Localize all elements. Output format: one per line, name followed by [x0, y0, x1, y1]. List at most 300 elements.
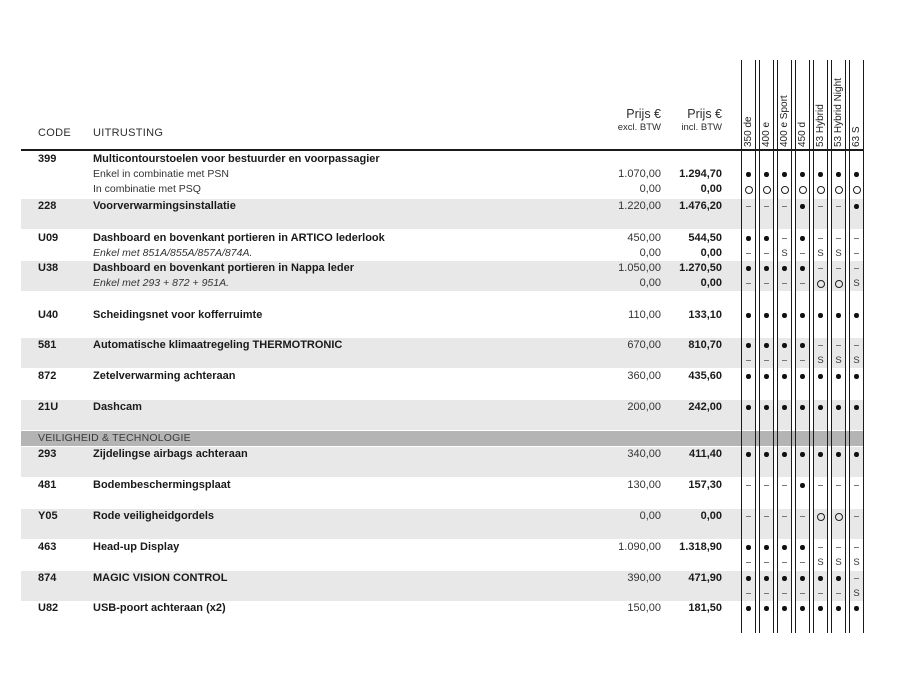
price-list-table: [21, 0, 864, 700]
dot-icon: [800, 606, 805, 611]
dash-icon: [800, 360, 805, 362]
price-excl-value: 150,00: [627, 602, 661, 614]
dot-icon: [782, 172, 787, 177]
ring-icon: [849, 182, 864, 197]
dot-icon: [759, 601, 774, 616]
table-row: [21, 338, 864, 368]
table-row: [21, 231, 864, 261]
dash-icon: [849, 540, 864, 555]
table-row-line: [21, 308, 864, 323]
dash-icon: [741, 276, 756, 291]
row-description: USB-poort achteraan (x2): [93, 602, 226, 614]
ring-icon: [799, 186, 807, 194]
price-excl-value: 670,00: [627, 339, 661, 351]
dash-icon: [759, 586, 774, 601]
dot-icon: [818, 172, 823, 177]
row-code: 874: [38, 572, 57, 584]
ring-icon: [831, 509, 846, 524]
dash-icon: [849, 261, 864, 276]
dash-icon: [795, 246, 810, 261]
dash-icon: [741, 586, 756, 601]
dash-icon: [759, 276, 774, 291]
table-row-line: [21, 231, 864, 246]
dot-icon: [795, 540, 810, 555]
dash-icon: [764, 253, 769, 255]
dot-icon: [795, 338, 810, 353]
dash-icon: [764, 206, 769, 208]
price-incl-value: 471,90: [688, 572, 722, 584]
model-column-header: 53 Hybrid: [815, 104, 826, 147]
s-marker: S: [817, 355, 824, 366]
dot-icon: [764, 606, 769, 611]
dot-icon: [854, 374, 859, 379]
dash-icon: [782, 485, 787, 487]
dot-icon: [795, 478, 810, 493]
dash-icon: [854, 268, 859, 270]
s-marker: S: [817, 557, 824, 568]
dot-icon: [782, 545, 787, 550]
price-incl-value: 0,00: [700, 277, 722, 289]
dot-icon: [741, 231, 756, 246]
dot-icon: [795, 447, 810, 462]
table-row-line: [21, 555, 864, 570]
dash-icon: [741, 509, 756, 524]
price-excl-title: Prijs €: [626, 107, 661, 121]
dash-icon: [854, 253, 859, 255]
row-code: 481: [38, 479, 57, 491]
row-description: Rode veiligheidgordels: [93, 510, 215, 522]
dot-icon: [777, 400, 792, 415]
price-incl-value: 411,40: [688, 448, 722, 460]
dash-icon: [849, 509, 864, 524]
dot-icon: [759, 261, 774, 276]
s-marker: [849, 276, 864, 291]
dot-icon: [759, 540, 774, 555]
dot-icon: [746, 452, 751, 457]
table-row: [21, 199, 864, 229]
dash-icon: [759, 246, 774, 261]
price-excl-value: 450,00: [627, 232, 661, 244]
ring-icon: [817, 280, 825, 288]
dot-icon: [800, 313, 805, 318]
row-code: U38: [38, 262, 59, 274]
dot-icon: [782, 374, 787, 379]
row-description: MAGIC VISION CONTROL: [93, 572, 228, 584]
dash-icon: [795, 509, 810, 524]
dash-icon: [818, 593, 823, 595]
dash-icon: [831, 540, 846, 555]
dash-icon: [777, 276, 792, 291]
price-incl-value: 544,50: [688, 232, 722, 244]
dot-icon: [818, 576, 823, 581]
table-row: [21, 571, 864, 601]
ring-icon: [835, 513, 843, 521]
dot-icon: [795, 400, 810, 415]
dash-icon: [746, 253, 751, 255]
row-description: Enkel met 293 + 872 + 951A.: [93, 277, 230, 289]
dash-icon: [741, 353, 756, 368]
price-incl-value: 435,60: [688, 370, 722, 382]
dash-icon: [813, 540, 828, 555]
dash-icon: [759, 555, 774, 570]
dash-icon: [795, 276, 810, 291]
row-code: Y05: [38, 510, 58, 522]
dot-icon: [782, 405, 787, 410]
dash-icon: [831, 199, 846, 214]
dash-icon: [813, 199, 828, 214]
dot-icon: [759, 167, 774, 182]
table-row-line: [21, 509, 864, 524]
dot-icon: [813, 308, 828, 323]
dot-icon: [854, 606, 859, 611]
dot-icon: [759, 338, 774, 353]
table-row: [21, 447, 864, 477]
s-marker: S: [853, 355, 860, 366]
dot-icon: [764, 266, 769, 271]
dot-icon: [813, 571, 828, 586]
dot-icon: [777, 447, 792, 462]
dot-icon: [764, 576, 769, 581]
dash-icon: [782, 516, 787, 518]
dot-icon: [759, 308, 774, 323]
dot-icon: [759, 400, 774, 415]
dot-icon: [741, 571, 756, 586]
price-incl-value: 242,00: [688, 401, 722, 413]
price-excl-value: 360,00: [627, 370, 661, 382]
dash-icon: [795, 586, 810, 601]
dot-icon: [777, 540, 792, 555]
s-marker: S: [853, 557, 860, 568]
table-row: [21, 601, 864, 631]
dash-icon: [746, 516, 751, 518]
s-marker: [831, 353, 846, 368]
dot-icon: [782, 313, 787, 318]
row-description: Voorverwarmingsinstallatie: [93, 200, 236, 212]
table-row-line: [21, 182, 864, 197]
dash-icon: [849, 231, 864, 246]
dash-icon: [836, 206, 841, 208]
price-incl-value: 1.476,20: [679, 200, 722, 212]
price-excl-value: 0,00: [639, 183, 661, 195]
ring-icon: [759, 182, 774, 197]
price-excl-value: 0,00: [639, 277, 661, 289]
dot-icon: [818, 606, 823, 611]
dash-icon: [813, 338, 828, 353]
row-description: Head-up Display: [93, 541, 180, 553]
row-description: Zetelverwarming achteraan: [93, 370, 236, 382]
dot-icon: [849, 308, 864, 323]
dash-icon: [800, 593, 805, 595]
table-row: [21, 540, 864, 570]
dot-icon: [795, 231, 810, 246]
dot-icon: [741, 400, 756, 415]
dot-icon: [764, 545, 769, 550]
dot-icon: [777, 261, 792, 276]
row-code: U40: [38, 309, 59, 321]
dot-icon: [836, 313, 841, 318]
row-description: Dashboard en bovenkant portieren in Nappa leder: [93, 262, 354, 274]
dot-icon: [800, 483, 805, 488]
table-row-line: [21, 261, 864, 276]
dot-icon: [764, 313, 769, 318]
dot-icon: [777, 167, 792, 182]
dot-icon: [849, 199, 864, 214]
dash-icon: [813, 231, 828, 246]
row-code: 21U: [38, 401, 59, 413]
dot-icon: [746, 313, 751, 318]
dot-icon: [782, 606, 787, 611]
s-marker: S: [853, 588, 860, 599]
row-description: Bodembeschermingsplaat: [93, 479, 231, 491]
table-row: [21, 400, 864, 430]
dot-icon: [800, 204, 805, 209]
dash-icon: [795, 353, 810, 368]
dash-icon: [849, 338, 864, 353]
dash-icon: [746, 485, 751, 487]
dot-icon: [818, 374, 823, 379]
dot-icon: [849, 400, 864, 415]
table-row: [21, 261, 864, 291]
s-marker: [831, 246, 846, 261]
dot-icon: [854, 313, 859, 318]
dot-icon: [764, 236, 769, 241]
dot-icon: [795, 167, 810, 182]
dot-icon: [795, 308, 810, 323]
s-marker: [813, 353, 828, 368]
table-row-line: [21, 586, 864, 601]
header-rule-line: [21, 149, 864, 151]
model-column-header: 63 S: [851, 126, 862, 147]
ring-icon: [813, 509, 828, 524]
table-row-line: [21, 276, 864, 291]
dash-icon: [854, 516, 859, 518]
dot-icon: [836, 452, 841, 457]
row-description: Scheidingsnet voor kofferruimte: [93, 309, 263, 321]
dash-icon: [777, 509, 792, 524]
dot-icon: [777, 338, 792, 353]
s-marker: [777, 246, 792, 261]
dash-icon: [849, 246, 864, 261]
price-incl-value: 810,70: [688, 339, 722, 351]
ring-icon: [817, 513, 825, 521]
dot-icon: [831, 571, 846, 586]
dash-icon: [782, 562, 787, 564]
price-incl-title: Prijs €: [687, 107, 722, 121]
dot-icon: [741, 308, 756, 323]
dot-icon: [831, 601, 846, 616]
dot-icon: [800, 172, 805, 177]
dot-icon: [836, 576, 841, 581]
ring-icon: [835, 186, 843, 194]
dash-icon: [782, 206, 787, 208]
price-incl-value: 1.294,70: [679, 168, 722, 180]
dot-icon: [759, 571, 774, 586]
dot-icon: [777, 308, 792, 323]
dash-icon: [764, 593, 769, 595]
table-row-line: [21, 400, 864, 415]
dot-icon: [746, 172, 751, 177]
dash-icon: [746, 206, 751, 208]
dot-icon: [746, 545, 751, 550]
price-excl-value: 0,00: [639, 510, 661, 522]
price-incl-value: 1.270,50: [679, 262, 722, 274]
dot-icon: [741, 369, 756, 384]
price-excl-value: 110,00: [628, 309, 661, 321]
dash-icon: [818, 268, 823, 270]
dash-icon: [831, 338, 846, 353]
dot-icon: [818, 452, 823, 457]
dot-icon: [854, 204, 859, 209]
row-description: Multicontourstoelen voor bestuurder en voorpassagier: [93, 153, 380, 165]
dot-icon: [782, 576, 787, 581]
table-row-line: [21, 199, 864, 214]
dot-icon: [800, 576, 805, 581]
row-description: Dashcam: [93, 401, 142, 413]
dot-icon: [764, 343, 769, 348]
row-code: 872: [38, 370, 57, 382]
table-row-line: [21, 369, 864, 384]
dot-icon: [759, 231, 774, 246]
dot-icon: [800, 236, 805, 241]
price-excl-value: 1.050,00: [618, 262, 661, 274]
ring-icon: [817, 186, 825, 194]
dash-icon: [741, 478, 756, 493]
row-code: 293: [38, 448, 57, 460]
ring-icon: [813, 182, 828, 197]
dot-icon: [782, 266, 787, 271]
price-incl-header: [572, 107, 722, 134]
dash-icon: [831, 231, 846, 246]
dash-icon: [764, 485, 769, 487]
s-marker: S: [817, 248, 824, 259]
dot-icon: [836, 405, 841, 410]
dot-icon: [813, 369, 828, 384]
table-row: [21, 152, 864, 197]
ring-icon: [835, 280, 843, 288]
dot-icon: [854, 405, 859, 410]
price-incl-value: 133,10: [688, 309, 722, 321]
s-marker: S: [835, 248, 842, 259]
dot-icon: [759, 447, 774, 462]
dash-icon: [813, 586, 828, 601]
table-row-line: [21, 571, 864, 586]
row-code: 581: [38, 339, 57, 351]
dot-icon: [836, 172, 841, 177]
dot-icon: [836, 606, 841, 611]
dash-icon: [782, 360, 787, 362]
dash-icon: [849, 571, 864, 586]
table-row-line: [21, 246, 864, 261]
ring-icon: [795, 182, 810, 197]
price-excl-value: 1.090,00: [618, 541, 661, 553]
dash-icon: [741, 555, 756, 570]
s-marker: [831, 555, 846, 570]
model-column-header: 400 e Sport: [779, 95, 790, 147]
dot-icon: [813, 447, 828, 462]
dash-icon: [836, 238, 841, 240]
dash-icon: [759, 353, 774, 368]
dot-icon: [795, 571, 810, 586]
dash-icon: [759, 509, 774, 524]
ring-icon: [781, 186, 789, 194]
ring-icon: [831, 276, 846, 291]
dash-icon: [741, 199, 756, 214]
dot-icon: [746, 405, 751, 410]
row-code: 399: [38, 153, 57, 165]
dash-icon: [831, 586, 846, 601]
dot-icon: [741, 338, 756, 353]
price-excl-value: 200,00: [627, 401, 661, 413]
price-incl-value: 181,50: [688, 602, 722, 614]
dot-icon: [800, 545, 805, 550]
dot-icon: [746, 374, 751, 379]
dash-icon: [800, 516, 805, 518]
dot-icon: [777, 571, 792, 586]
dash-icon: [854, 547, 859, 549]
dot-icon: [759, 369, 774, 384]
dash-icon: [741, 246, 756, 261]
price-incl-value: 157,30: [688, 479, 722, 491]
dot-icon: [746, 343, 751, 348]
dot-icon: [795, 199, 810, 214]
dash-icon: [818, 206, 823, 208]
section-title: VEILIGHEID & TECHNOLOGIE: [38, 432, 191, 444]
ring-icon: [813, 276, 828, 291]
row-code: U09: [38, 232, 59, 244]
dash-icon: [782, 283, 787, 285]
table-row: [21, 509, 864, 539]
ring-icon: [741, 182, 756, 197]
table-row: [21, 308, 864, 338]
dash-icon: [764, 360, 769, 362]
s-marker: [813, 555, 828, 570]
dash-icon: [818, 345, 823, 347]
dash-icon: [818, 238, 823, 240]
dash-icon: [764, 562, 769, 564]
price-incl-subtitle: incl. BTW: [681, 122, 722, 133]
table-row-line: [21, 152, 864, 167]
dash-icon: [782, 593, 787, 595]
dash-icon: [836, 593, 841, 595]
row-description: In combinatie met PSQ: [93, 183, 201, 195]
dash-icon: [836, 345, 841, 347]
dot-icon: [764, 172, 769, 177]
price-incl-value: 0,00: [700, 510, 722, 522]
dot-icon: [777, 601, 792, 616]
dash-icon: [854, 485, 859, 487]
dash-icon: [800, 562, 805, 564]
dash-icon: [854, 345, 859, 347]
dot-icon: [800, 405, 805, 410]
dash-icon: [746, 593, 751, 595]
dot-icon: [813, 167, 828, 182]
dot-icon: [746, 266, 751, 271]
dot-icon: [741, 261, 756, 276]
row-description: Zijdelingse airbags achteraan: [93, 448, 248, 460]
s-marker: [849, 353, 864, 368]
dot-icon: [800, 343, 805, 348]
price-excl-value: 0,00: [639, 247, 661, 259]
dot-icon: [746, 236, 751, 241]
model-column-header: 350 de: [743, 116, 754, 147]
dot-icon: [741, 601, 756, 616]
dot-icon: [831, 400, 846, 415]
table-row-line: [21, 601, 864, 616]
s-marker: [813, 246, 828, 261]
s-marker: S: [835, 557, 842, 568]
dash-icon: [849, 478, 864, 493]
price-excl-value: 340,00: [627, 448, 661, 460]
